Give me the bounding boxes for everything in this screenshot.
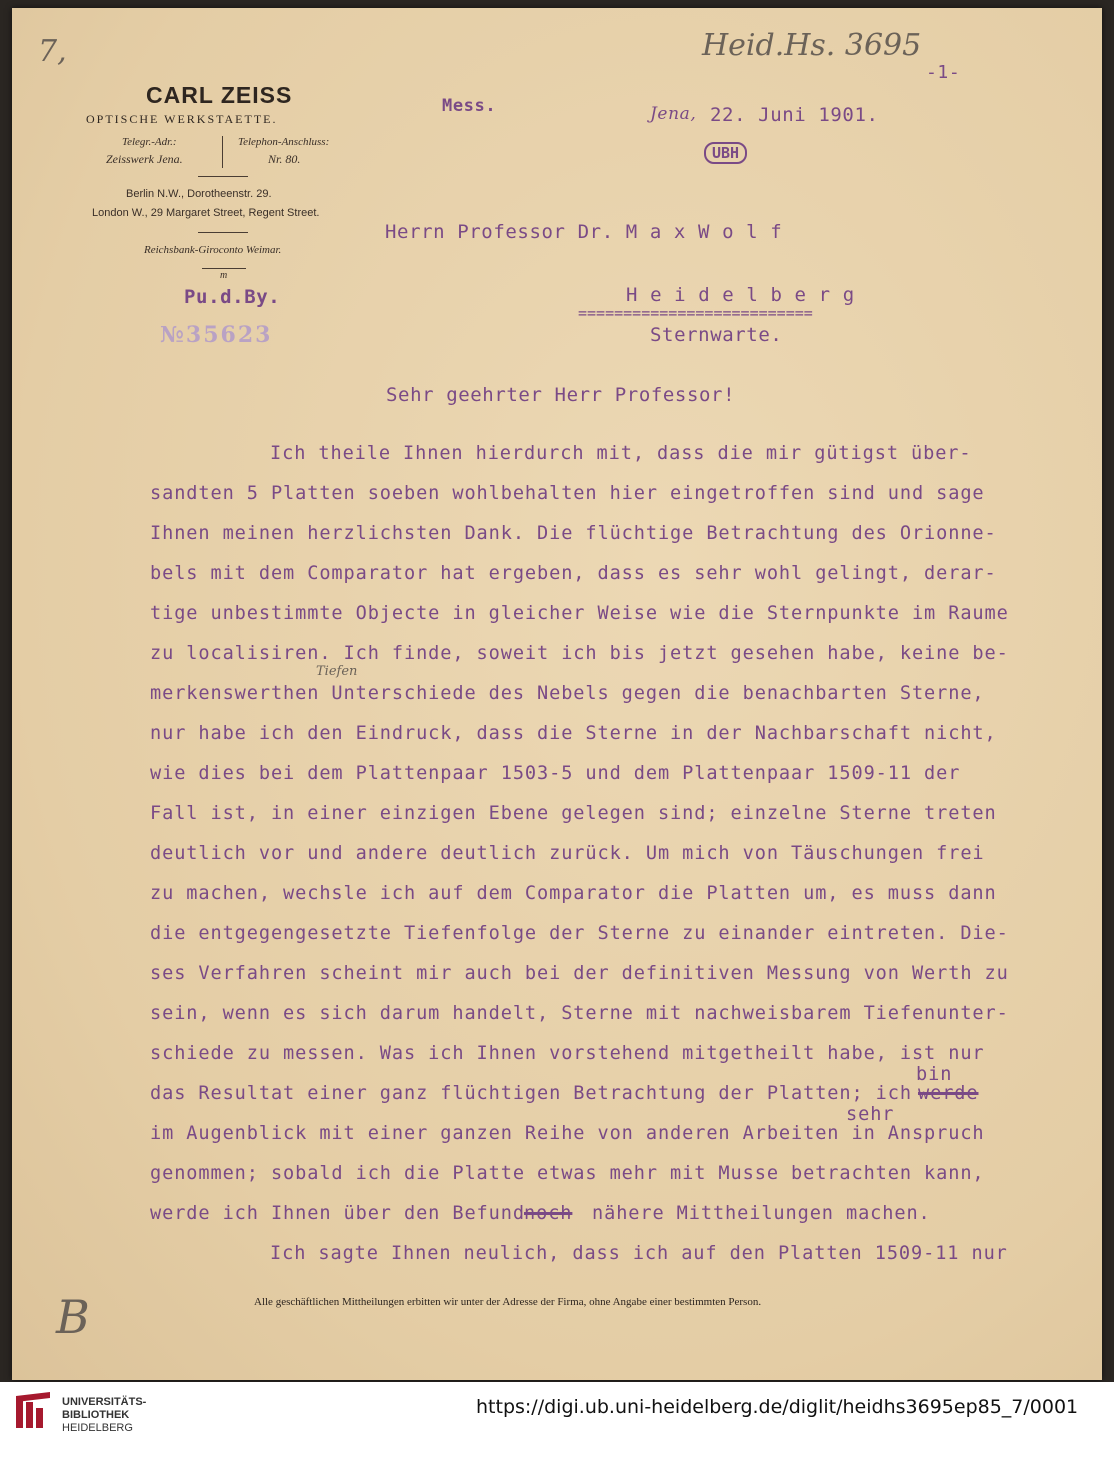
library-logo-icon xyxy=(14,1390,54,1430)
body-line-9: wie dies bei dem Plattenpaar 1503-5 und dem Plattenpaar 1509-11 der xyxy=(150,763,961,784)
viewer-footer xyxy=(0,1382,1114,1460)
body-line-20b: nähere Mittheilungen machen. xyxy=(592,1203,931,1224)
body-line-8: nur habe ich den Eindruck, dass die Sterne in der Nachbarschaft nicht, xyxy=(150,723,997,744)
struck-word-noch: noch xyxy=(524,1203,573,1224)
small-mark: m xyxy=(220,270,228,281)
body-line-2: sandten 5 Platten soeben wohlbehalten hier eingetroffen sind und sage xyxy=(150,483,985,504)
body-line-3: Ihnen meinen herzlichsten Dank. Die flüchtige Betrachtung des Orionne- xyxy=(150,523,997,544)
berlin-address: Berlin N.W., Dorotheenstr. 29. xyxy=(126,188,272,200)
company-subtitle: OPTISCHE WERKSTAETTE. xyxy=(86,112,278,126)
document-url[interactable]: https://digi.ub.uni-heidelberg.de/diglit/heidhs3695ep85_7/0001 xyxy=(476,1396,1079,1418)
phone-value: Nr. 80. xyxy=(268,152,301,166)
body-line-6: zu localisiren. Ich finde, soweit ich bis jetzt gesehen habe, keine be- xyxy=(150,643,1009,664)
page-number: -1- xyxy=(926,62,961,83)
body-line-12: zu machen, wechsle ich auf dem Comparator die Platten um, es muss dann xyxy=(150,883,997,904)
date-value: 22. Juni 1901. xyxy=(710,104,879,126)
body-line-20a: werde ich Ihnen über den Befund xyxy=(150,1203,525,1224)
letterhead-rule-3 xyxy=(202,268,246,269)
salutation: Sehr geehrter Herr Professor! xyxy=(386,384,736,406)
library-name-line-2: BIBLIOTHEK xyxy=(62,1409,130,1421)
bottom-pencil-mark: B xyxy=(56,1290,90,1344)
letterhead-rule-1 xyxy=(198,176,248,177)
library-name-line-1: UNIVERSITÄTS- xyxy=(62,1396,147,1408)
body-line-17: das Resultat einer ganz flüchtigen Betrachtung der Platten; ich xyxy=(150,1083,912,1104)
letterhead-rule-2 xyxy=(198,232,248,233)
body-line-14: ses Verfahren scheint mir auch bei der definitiven Messung von Werth zu xyxy=(150,963,1009,984)
telegr-label: Telegr.-Adr.: xyxy=(122,136,177,148)
body-line-16: schiede zu messen. Was ich Ihnen vorstehend mitgetheilt habe, ist nur xyxy=(150,1043,985,1064)
signature-code: Pu.d.By. xyxy=(184,286,281,308)
body-line-18: im Augenblick mit einer ganzen Reihe von anderen Arbeiten in Anspruch xyxy=(150,1123,985,1144)
ubh-stamp: UBH xyxy=(704,142,747,164)
recipient-institution: Sternwarte. xyxy=(650,324,783,346)
phone-label: Telephon-Anschluss: xyxy=(238,136,330,148)
city-underline: ========================== xyxy=(578,304,813,322)
date-place: Jena, xyxy=(650,104,697,124)
recipient-city: H e i d e l b e r g xyxy=(626,284,855,306)
body-line-11: deutlich vor und andere deutlich zurück. Um mich von Täuschungen frei xyxy=(150,843,985,864)
body-line-5: tige unbestimmte Objecte in gleicher Weise wie die Sternpunkte im Raume xyxy=(150,603,1009,624)
body-line-10: Fall ist, in einer einzigen Ebene gelegen sind; einzelne Sterne treten xyxy=(150,803,997,824)
receipt-stamp-number: №35623 xyxy=(160,322,273,348)
insert-bin: bin xyxy=(916,1064,953,1085)
pencil-insert-tiefen: Tiefen xyxy=(316,664,358,679)
department-code: Mess. xyxy=(442,96,497,116)
library-name-line-3: HEIDELBERG xyxy=(62,1422,133,1434)
footer-note: Alle geschäftlichen Mittheilungen erbitten wir unter der Adresse der Firma, ohne Angabe einer bestimmten Person. xyxy=(254,1296,762,1308)
body-line-1: Ich theile Ihnen hierdurch mit, dass die mir gütigst über- xyxy=(270,443,972,464)
body-line-19: genommen; sobald ich die Platte etwas mehr mit Musse betrachten kann, xyxy=(150,1163,985,1184)
body-line-15: sein, wenn es sich darum handelt, Sterne mit nachweisbarem Tiefenunter- xyxy=(150,1003,1009,1024)
company-name: CARL ZEISS xyxy=(146,82,293,108)
body-line-13: die entgegengesetzte Tiefenfolge der Sterne zu einander eintreten. Die- xyxy=(150,923,1009,944)
recipient-name: Herrn Professor Dr. M a x W o l f xyxy=(385,221,783,243)
body-line-7: merkenswerthen Unterschiede des Nebels gegen die benachbarten Sterne, xyxy=(150,683,985,704)
body-line-21: Ich sagte Ihnen neulich, dass ich auf den Platten 1509-11 nur xyxy=(270,1243,1008,1264)
letter-page xyxy=(12,8,1102,1380)
letterhead-divider xyxy=(222,136,223,168)
archive-signature: Heid.Hs. 3695 xyxy=(702,28,922,63)
corner-pencil-note: 7, xyxy=(38,34,67,69)
body-line-4: bels mit dem Comparator hat ergeben, dass es sehr wohl gelingt, derar- xyxy=(150,563,997,584)
insert-sehr: sehr xyxy=(846,1104,895,1125)
struck-word-werde: werde xyxy=(918,1083,979,1104)
london-address: London W., 29 Margaret Street, Regent Street. xyxy=(92,207,320,219)
bank-account: Reichsbank-Giroconto Weimar. xyxy=(144,244,282,256)
telegr-value: Zeisswerk Jena. xyxy=(106,152,183,166)
